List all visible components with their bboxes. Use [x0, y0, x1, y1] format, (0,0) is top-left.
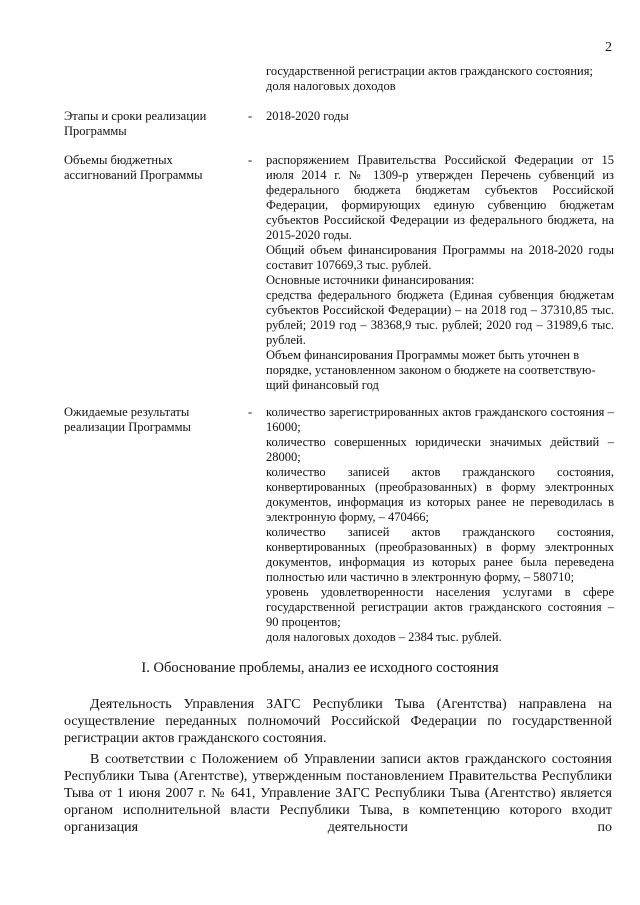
content-paragraph: доля налоговых доходов [266, 79, 396, 93]
row-dash: - [248, 153, 253, 167]
row-label: Ожидаемые результаты реализации Программы [64, 405, 191, 434]
content-paragraph: количество совершенных юридически значимых действий – 28000; [266, 435, 614, 464]
body-paragraph: В соответствии с Положением об Управлении записи актов гражданского состояния Республики Тыва (Агентстве), утвержденным постановлением Правительства Республики Тыва от 1 июня 2007 г. № 641, Управление ЗАГС Республики Тыва (Агентство) является органом исполнительной власти Республики Тыва, в компетенцию которого входит организация деятельности по [64, 752, 612, 835]
row-label: Объемы бюджетных ассигнований Программы [64, 153, 203, 182]
row-content [266, 64, 614, 94]
content-paragraph: количество записей актов гражданского состояния, конвертированных (преобразованных) в форму электронных документов, информация из которых ранее не переводилась в электронную форму, – 470466; [266, 465, 614, 524]
content-paragraph: количество зарегистрированных актов гражданского состояния – 16000; [266, 405, 614, 434]
content-paragraph: средства федерального бюджета (Единая субвенция бюджетам субъектов Российской Федерации) – на 2018 год – 37310,85 тыс. рублей; 2019 год – 38368,9 тыс. рублей; 2020 год – 31989,6 тыс. рублей. [266, 288, 614, 347]
content-paragraph: уровень удовлетворенности населения услугами в сфере государственной регистрации актов гражданского состояния – 90 процентов; [266, 585, 614, 629]
row-content [266, 109, 614, 124]
content-paragraph: количество записей актов гражданского состояния, конвертированных (преобразованных) в форму электронных документов, информация из которых ранее была переведена полностью или частично в электронную форму, – 580710; [266, 525, 614, 584]
row-label: Этапы и сроки реализации Программы [64, 109, 207, 138]
content-paragraph: Основные источники финансирования: [266, 273, 475, 287]
section-heading: I. Обоснование проблемы, анализ ее исходного состояния [141, 660, 499, 676]
row-dash: - [248, 109, 253, 123]
content-paragraph: государственной регистрации актов гражданского состояния; [266, 64, 593, 78]
row-content [266, 405, 614, 645]
body-paragraph: Деятельность Управления ЗАГС Республики Тыва (Агентства) направлена на осуществление переданных полномочий Российской Федерации по государственной регистрации актов гражданского состояния. [64, 697, 612, 746]
content-paragraph: 2018-2020 годы [266, 109, 349, 123]
row-content [266, 153, 614, 393]
page-number: 2 [605, 40, 612, 55]
content-paragraph: распоряжением Правительства Российской Федерации от 15 июля 2014 г. № 1309-р утвержден Перечень субвенций из федерального бюджета бюджетам субъектов Российской Федерации, формирующих единую субвенцию бюджетам субъектов Российской Федерации из федерального бюджета, на 2015-2020 годы. [266, 153, 614, 242]
body-text [64, 696, 612, 836]
content-paragraph: доля налоговых доходов – 2384 тыс. рублей. [266, 630, 502, 644]
content-paragraph: Объем финансирования Программы может быть уточнен в порядке, установленном законом о бюджете на соответствую-щий финансовый год [266, 348, 596, 392]
row-dash: - [248, 405, 253, 419]
content-paragraph: Общий объем финансирования Программы на 2018-2020 годы составит 107669,3 тыс. рублей. [266, 243, 614, 272]
